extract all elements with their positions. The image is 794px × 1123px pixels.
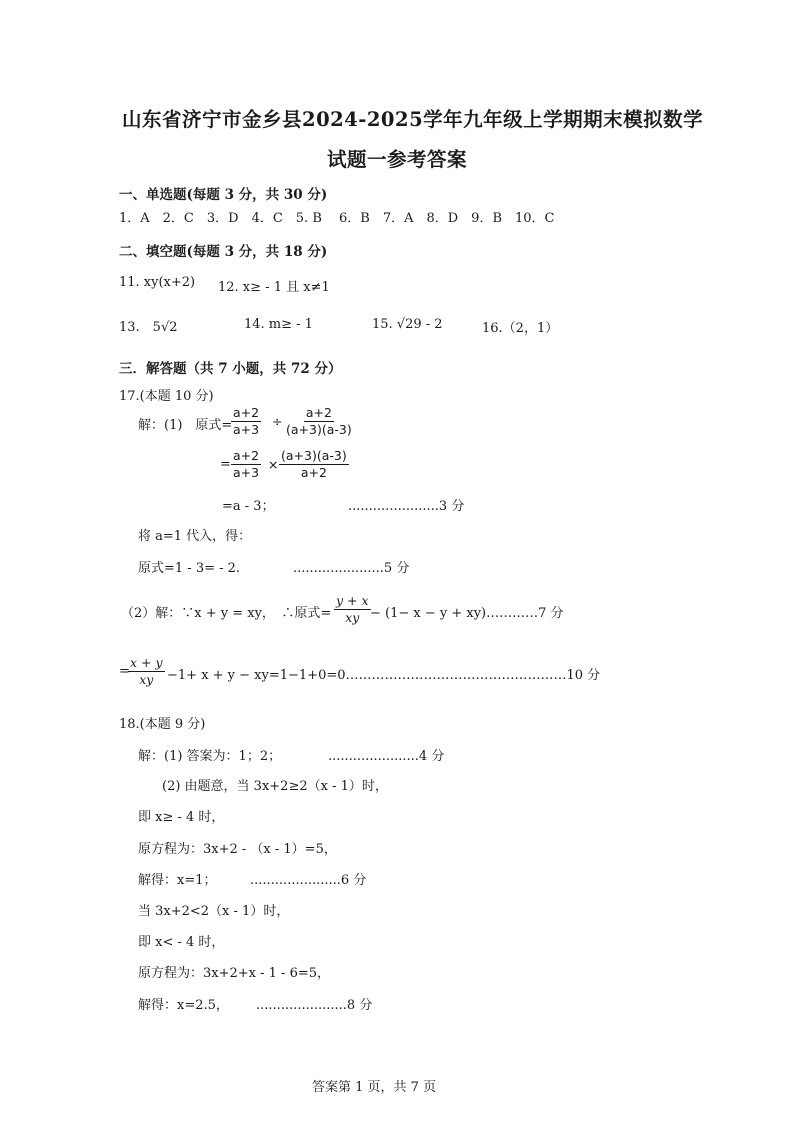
q17-operator-2: × (268, 457, 279, 472)
q17-part1-prefix: 解：(1) 原式= (138, 418, 233, 433)
q18-line9: 解得：x=2.5， (138, 998, 229, 1013)
q17-fraction-6 (128, 655, 165, 688)
q17-f5-denominator: xy (345, 610, 360, 625)
q17-result: 原式=1 - 3= - 2. (138, 561, 241, 576)
q17-f3-numerator: a+2 (233, 448, 260, 463)
q17-f2-numerator: a+2 (305, 405, 332, 420)
q17-part2-prefix: （2）解：∵x + y = xy， ∴原式= (121, 606, 332, 621)
q18-header: 18.(本题 9 分) (119, 717, 206, 732)
answer-11: 11. xy(x+2) (119, 275, 196, 290)
section3-heading: 三．解答题（共 7 小题，共 72 分） (119, 361, 342, 377)
q18-line5-score: ......................6 分 (250, 873, 367, 888)
page-title-line1: 山东省济宁市金乡县2024-2025学年九年级上学期期末模拟数学 (122, 108, 704, 131)
q17-line2-equals: = (220, 457, 231, 472)
q18-line4: 原方程为：3x+2 - （x - 1）=5， (138, 842, 337, 857)
section1-answers: 1．A 2．C 3．D 4．C 5. B 6．B 7．A 8．D 9．B 10．C (119, 211, 555, 226)
q17-fraction-2 (284, 405, 354, 438)
q17-f6-denominator: xy (139, 672, 154, 687)
q17-part2-suffix: − (1− x − y + xy)…………7 分 (370, 606, 564, 621)
answer-14: 14. m≥ - 1 (244, 317, 313, 332)
q17-f1-denominator: a+3 (233, 422, 260, 437)
section1-heading: 一、单选题(每题 3 分，共 30 分) (119, 187, 328, 203)
q18-line2: (2) 由题意，当 3x+2≥2（x - 1）时， (162, 779, 388, 794)
q17-f4-numerator: (a+3)(a-3) (281, 448, 347, 463)
q17-fraction-5 (334, 593, 371, 626)
q17-part3-prefix: = (119, 664, 130, 679)
q18-line1: 解：(1) 答案为：1；2； (138, 749, 282, 764)
q17-header: 17.(本题 10 分) (119, 389, 214, 404)
section2-heading: 二、填空题(每题 3 分，共 18 分) (119, 244, 328, 260)
q17-f1-numerator: a+2 (233, 405, 260, 420)
q17-f5-numerator: y + x (336, 593, 369, 608)
answer-12: 12. x≥ - 1 且 x≠1 (218, 280, 330, 295)
page-title-line2: 试题一参考答案 (327, 148, 468, 171)
q17-f2-denominator: (a+3)(a-3) (286, 422, 352, 437)
q18-line5: 解得：x=1； (138, 873, 217, 888)
q17-f6-numerator: x + y (130, 655, 163, 670)
q17-operator-1: ÷ (272, 414, 283, 429)
q18-line6: 当 3x+2<2（x - 1）时， (138, 904, 290, 919)
q17-fraction-4 (279, 448, 349, 481)
q17-fraction-3 (231, 448, 261, 481)
q17-part3-suffix: −1+ x + y − xy=1−1+0=0……………………………………………10 分 (167, 668, 601, 683)
q17-f4-denominator: a+2 (300, 465, 327, 480)
q18-line8: 原方程为：3x+2+x - 1 - 6=5， (138, 966, 331, 981)
q17-fraction-1 (231, 405, 261, 438)
q18-line7: 即 x< - 4 时， (138, 935, 225, 950)
answer-13: 13. 5√2 (119, 320, 178, 335)
q17-result-score: ......................5 分 (293, 561, 410, 576)
q18-line1-score: ......................4 分 (328, 749, 445, 764)
q17-substitute: 将 a=1 代入，得： (138, 529, 252, 544)
page-footer: 答案第 1 页，共 7 页 (312, 1080, 437, 1095)
q17-f3-denominator: a+3 (233, 465, 260, 480)
q18-line9-score: ......................8 分 (256, 998, 373, 1013)
answer-15: 15. √29 - 2 (372, 317, 443, 332)
answer-16: 16.（2，1） (482, 321, 559, 336)
q17-line3: =a - 3； (222, 499, 275, 514)
q17-line3-score: ......................3 分 (348, 499, 465, 514)
q18-line3: 即 x≥ - 4 时， (138, 810, 225, 825)
